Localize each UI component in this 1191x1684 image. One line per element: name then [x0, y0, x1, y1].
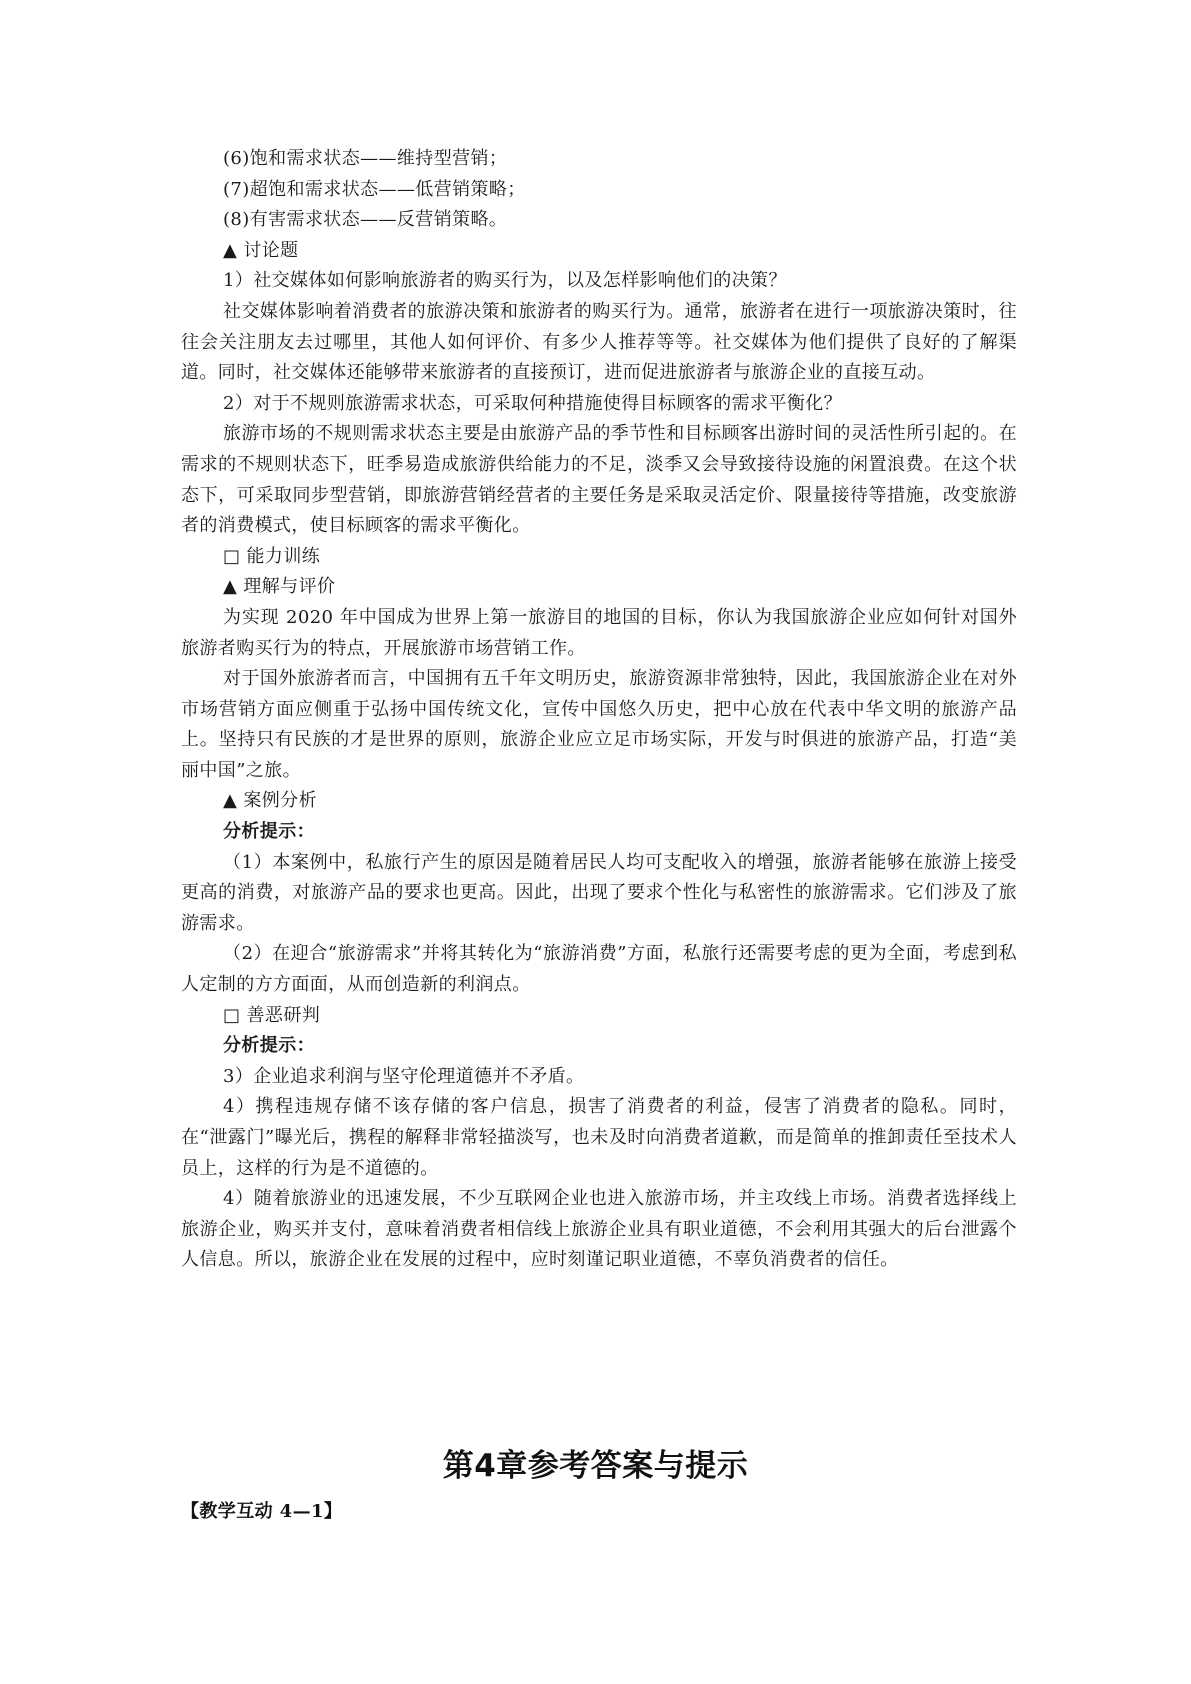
case-paragraph-2: （2）在迎合“旅游需求”并将其转化为“旅游消费”方面，私旅行还需要考虑的更为全面，考虑到私人定制的方方面面，从而创造新的利润点。 [181, 943, 1017, 996]
ability-training-label: □ 能力训练 [223, 545, 321, 567]
chapter-title: 第4章参考答案与提示 [442, 1448, 749, 1484]
list-item: (7)超饱和需求状态——低营销策略； [223, 178, 526, 200]
chapter-subtitle: 【教学互动 4—1】 [181, 1501, 343, 1522]
list-item: (6)饱和需求状态——维持型营销； [223, 148, 508, 169]
ethics-paragraph-2: 4）携程违规存储不该存储的客户信息，损害了消费者的利益，侵害了消费者的隐私。同时，在“泄露门”曝光后，携程的解释非常轻描淡写，也未及时向消费者道歉，而是简单的推卸责任至技术人员上，这样的行为是不道德的。 [181, 1096, 1017, 1179]
case-hint-label: 分析提示： [223, 821, 315, 843]
discussion-answer-2: 旅游市场的不规则需求状态主要是由旅游产品的季节性和目标顾客出游时间的灵活性所引起的。在需求的不规则状态下，旺季易造成旅游供给能力的不足，淡季又会导致接待设施的闲置浪费。在这个状态下，可采取同步型营销，即旅游营销经营者的主要任务是采取灵活定价、限量接待等措施，改变旅游者的消费模式，使目标顾客的需求平衡化。 [181, 423, 1017, 537]
understand-evaluate-label: ▲ 理解与评价 [223, 576, 336, 598]
ethics-label: □ 善恶研判 [223, 1004, 321, 1026]
ethics-hint-label: 分析提示： [223, 1035, 315, 1057]
list-item: (8)有害需求状态——反营销策略。 [223, 209, 508, 231]
case-analysis-label: ▲ 案例分析 [223, 790, 317, 812]
discussion-question-1: 1）社交媒体如何影响旅游者的购买行为，以及怎样影响他们的决策？ [223, 270, 787, 292]
discussion-question-2: 2）对于不规则旅游需求状态，可采取何种措施使得目标顾客的需求平衡化？ [223, 392, 843, 414]
ability-question: 为实现 2020 年中国成为世界上第一旅游目的地国的目标，你认为我国旅游企业应如何针对国外旅游者购买行为的特点，开展旅游市场营销工作。 [181, 606, 1017, 659]
ability-answer: 对于国外旅游者而言，中国拥有五千年文明历史，旅游资源非常独特，因此，我国旅游企业在对外市场营销方面应侧重于弘扬中国传统文化，宣传中国悠久历史，把中心放在代表中华文明的旅游产品上。坚持只有民族的才是世界的原则，旅游企业应立足市场实际，开发与时俱进的旅游产品，打造“美丽中国”之旅。 [181, 668, 1017, 781]
ethics-paragraph-3: 4）随着旅游业的迅速发展，不少互联网企业也进入旅游市场，并主攻线上市场。消费者选择线上旅游企业，购买并支付，意味着消费者相信线上旅游企业具有职业道德，不会利用其强大的后台泄露个人信息。所以，旅游企业在发展的过程中，应时刻谨记职业道德，不辜负消费者的信任。 [181, 1188, 1017, 1271]
ethics-paragraph-1: 3）企业追求利润与坚守伦理道德并不矛盾。 [223, 1065, 585, 1087]
case-paragraph-1: （1）本案例中，私旅行产生的原因是随着居民人均可支配收入的增强，旅游者能够在旅游上接受更高的消费，对旅游产品的要求也更高。因此，出现了要求个性化与私密性的旅游需求。它们涉及了旅游需求。 [181, 851, 1017, 934]
discussion-answer-1: 社交媒体影响着消费者的旅游决策和旅游者的购买行为。通常，旅游者在进行一项旅游决策时，往往会关注朋友去过哪里，其他人如何评价、有多少人推荐等等。社交媒体为他们提供了良好的了解渠道。同时，社交媒体还能够带来旅游者的直接预订，进而促进旅游者与旅游企业的直接互动。 [181, 300, 1017, 384]
page-content [181, 144, 1017, 1276]
discussion-label: ▲ 讨论题 [223, 239, 299, 261]
